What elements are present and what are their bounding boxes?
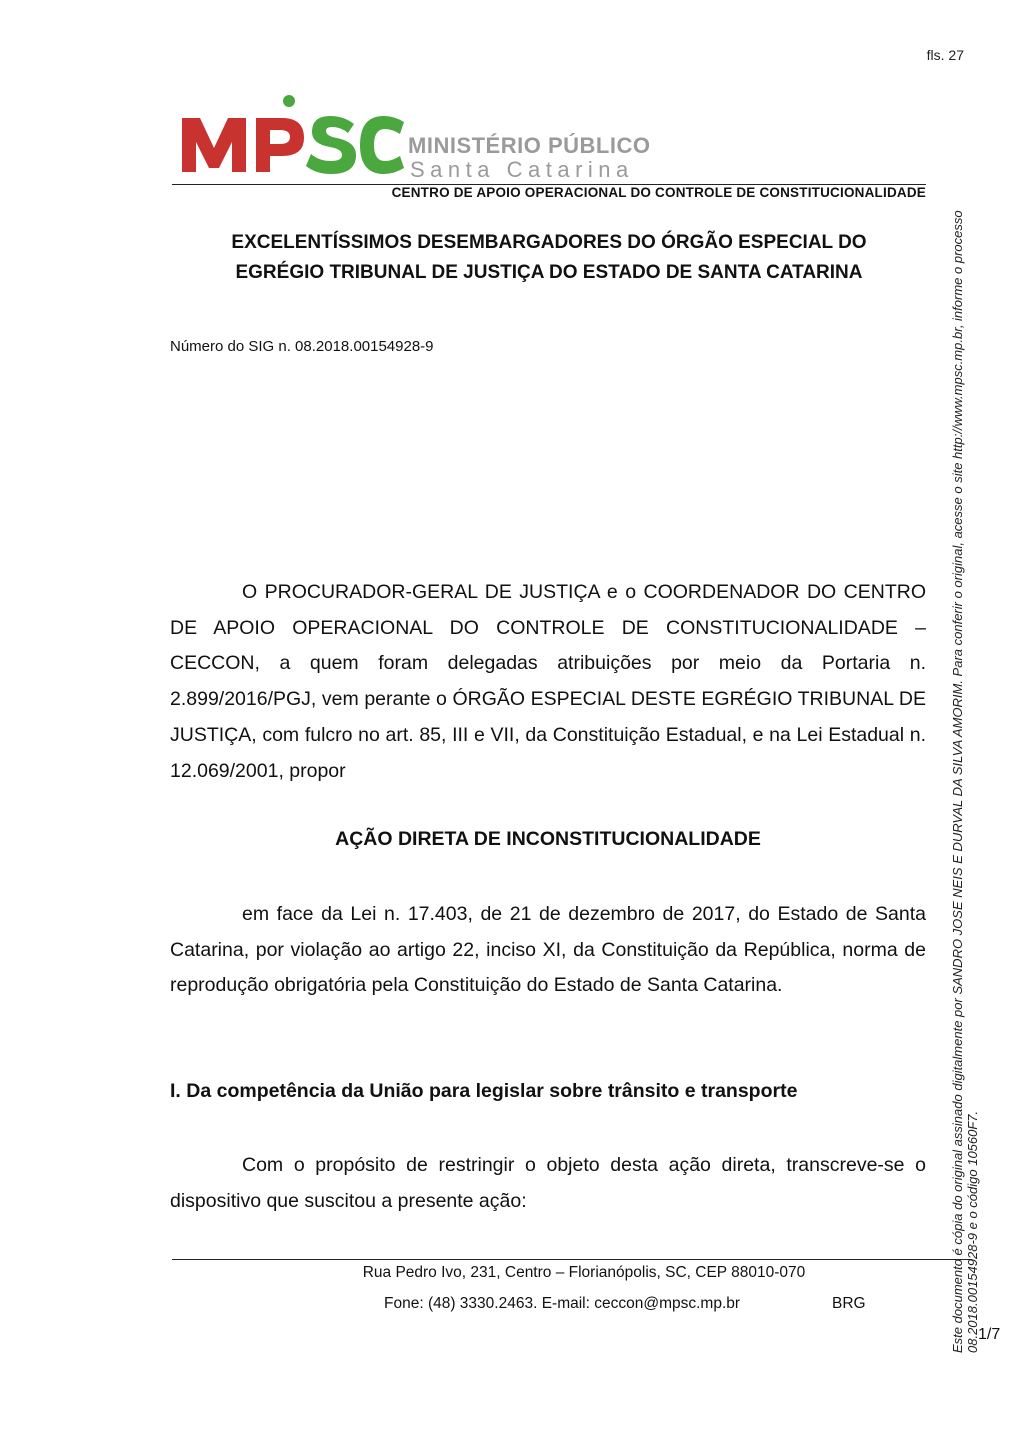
signature-note-line-1: Este documento é cópia do original assinado digitalmente por SANDRO JOSE NEIS E DURVAL DA SILVA AMORIM. Para conferir o original, acesse o site http://www.mpsc.mp.br, informe o processo: [950, 210, 965, 1353]
center-title: CENTRO DE APOIO OPERACIONAL DO CONTROLE DE CONSTITUCIONALIDADE: [391, 185, 926, 200]
footer-address: Rua Pedro Ivo, 231, Centro – Florianópolis, SC, CEP 88010-070: [362, 1264, 806, 1281]
page-stamp: fls. 27: [926, 47, 964, 63]
footer-code: BRG: [832, 1295, 866, 1312]
object-paragraph: em face da Lei n. 17.403, de 21 de dezembro de 2017, do Estado de Santa Catarina, por violação ao artigo 22, inciso XI, da Constituição da República, norma de reprodução obrigatória pela Constituição do Estado de Santa Catarina.: [170, 903, 926, 997]
footer-contact: Fone: (48) 3330.2463. E-mail: ceccon@mpsc.mp.br: [384, 1295, 741, 1312]
addressee-line-2: EGRÉGIO TRIBUNAL DE JUSTIÇA DO ESTADO DE SANTA CATARINA: [235, 262, 863, 283]
transcription-paragraph: Com o propósito de restringir o objeto desta ação direta, transcreve-se o dispositivo que suscitou a presente ação:: [170, 1154, 926, 1212]
institution-name: MINISTÉRIO PÚBLICO: [408, 133, 651, 158]
action-title: AÇÃO DIRETA DE INCONSTITUCIONALIDADE: [335, 828, 761, 850]
digital-signature-note: [950, 163, 996, 1353]
section-heading: I. Da competência da União para legislar sobre trânsito e transporte: [170, 1080, 798, 1102]
sig-number: Número do SIG n. 08.2018.00154928-9: [170, 338, 434, 355]
page-number: 1/7: [978, 1326, 1001, 1343]
institution-state: Santa Catarina: [410, 157, 634, 182]
opening-paragraph: O PROCURADOR-GERAL DE JUSTIÇA e o COORDENADOR DO CENTRO DE APOIO OPERACIONAL DO CONTROLE DE CONSTITUCIONALIDADE – CECCON, a quem foram delegadas atribuições por meio da Portaria n. 2.899/2016/PGJ, vem perante o ÓRGÃO ESPECIAL DESTE EGRÉGIO TRIBUNAL DE JUSTIÇA, com fulcro no art. 85, III e VII, da Constituição Estadual, e na Lei Estadual n. 12.069/2001, propor: [170, 581, 926, 782]
footer-divider: [172, 1259, 972, 1260]
addressee-line-1: EXCELENTÍSSIMOS DESEMBARGADORES DO ÓRGÃO ESPECIAL DO: [231, 232, 867, 253]
signature-note-line-2: 08.2018.00154928-9 e o código 10560F7.: [965, 1110, 980, 1353]
mpsc-logo-mark: [176, 92, 406, 182]
